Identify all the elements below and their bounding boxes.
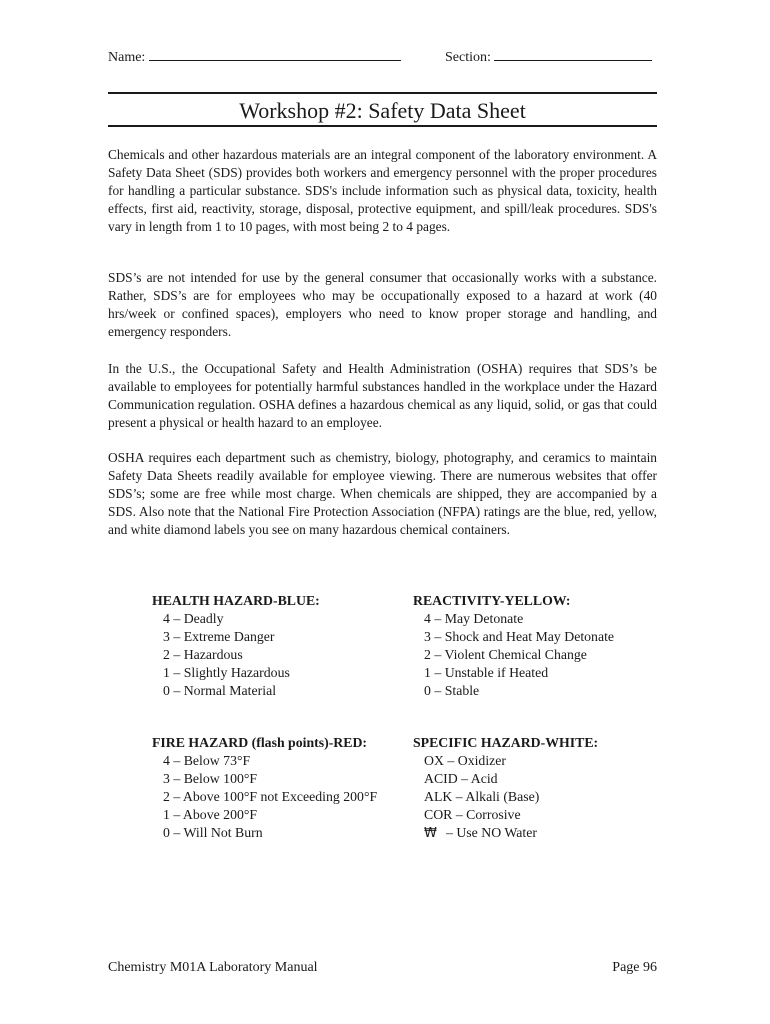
reactivity-item: 0 – Stable <box>424 683 480 698</box>
name-blank[interactable] <box>149 48 401 61</box>
footer-page-number: Page 96 <box>612 960 657 975</box>
reactivity-item: 3 – Shock and Heat May Detonate <box>424 629 615 644</box>
specific-item: ACID – Acid <box>424 771 498 786</box>
page-title: Workshop #2: Safety Data Sheet <box>239 98 526 123</box>
specific-item: OX – Oxidizer <box>424 753 506 768</box>
specific-item-no-water <box>413 824 598 843</box>
reactivity-item: 1 – Unstable if Heated <box>424 665 549 680</box>
title-bottom-rule <box>108 125 657 127</box>
paragraph-4: OSHA requires each department such as chemistry, biology, photography, and ceramics to maintain Safety Data Sheets readily available for employee viewing. There are numerous websites that offer SDS’s; some are free while most charge. When chemicals are shipped, they are accompanied by a SDS. Also note that the National Fire Protection Association (NFPA) ratings are the blue, red, yellow, and white diamond labels you see on many hazardous chemical containers. <box>108 450 657 537</box>
footer-manual-title: Chemistry M01A Laboratory Manual <box>108 960 318 975</box>
specific-item: COR – Corrosive <box>424 807 521 822</box>
no-water-text: – Use NO Water <box>446 825 537 840</box>
reactivity-heading: REACTIVITY-YELLOW: <box>413 593 571 608</box>
name-label: Name: <box>108 50 146 65</box>
fire-item: 3 – Below 100°F <box>163 771 258 786</box>
paragraph-1: Chemicals and other hazardous materials are an integral component of the laboratory environment. A Safety Data Sheet (SDS) provides both workers and emergency personnel with the proper procedures for handling a particular substance. SDS's include information such as physical data, toxicity, health effects, first aid, reactivity, storage, disposal, protective equipment, and spill/leak procedures. SDS's vary in length from 1 to 10 pages, with most being 2 to 4 pages. <box>108 147 657 234</box>
health-item: 3 – Extreme Danger <box>163 629 275 644</box>
reactivity-item: 2 – Violent Chemical Change <box>424 647 587 662</box>
fire-item: 1 – Above 200°F <box>163 807 258 822</box>
health-heading: HEALTH HAZARD-BLUE: <box>152 593 320 608</box>
fire-item: 2 – Above 100°F not Exceeding 200°F <box>163 789 378 804</box>
reactivity-block <box>413 592 614 700</box>
specific-hazard-block <box>413 734 598 843</box>
health-item: 1 – Slightly Hazardous <box>163 665 290 680</box>
health-item: 2 – Hazardous <box>163 647 243 662</box>
section-blank[interactable] <box>494 48 652 61</box>
health-item: 4 – Deadly <box>163 611 224 626</box>
title-top-rule <box>108 92 657 94</box>
reactivity-item: 4 – May Detonate <box>424 611 524 626</box>
name-field <box>108 48 401 66</box>
fire-heading: FIRE HAZARD (flash points)-RED: <box>152 735 368 750</box>
fire-item: 4 – Below 73°F <box>163 753 251 768</box>
fire-item: 0 – Will Not Burn <box>163 825 263 840</box>
section-field <box>445 48 652 66</box>
health-hazard-block <box>152 592 320 700</box>
section-label: Section: <box>445 50 491 65</box>
no-water-icon: ₩ <box>424 826 437 841</box>
paragraph-2: SDS’s are not intended for use by the general consumer that occasionally works with a substance. Rather, SDS’s are for employees who may be occupationally exposed to a hazard at work (40 hrs/week or confined spaces), employers who need to know proper storage and handling, and emergency responders. <box>108 270 657 339</box>
specific-item: ALK – Alkali (Base) <box>424 789 540 804</box>
specific-heading: SPECIFIC HAZARD-WHITE: <box>413 735 599 750</box>
paragraph-3: In the U.S., the Occupational Safety and Health Administration (OSHA) requires that SDS’s be available to employees for potentially harmful substances handled in the workplace under the Hazard Communication regulation. OSHA defines a hazardous chemical as any liquid, solid, or gas that could present a physical or health hazard to an employee. <box>108 361 657 430</box>
health-item: 0 – Normal Material <box>163 683 277 698</box>
fire-hazard-block <box>152 734 377 842</box>
